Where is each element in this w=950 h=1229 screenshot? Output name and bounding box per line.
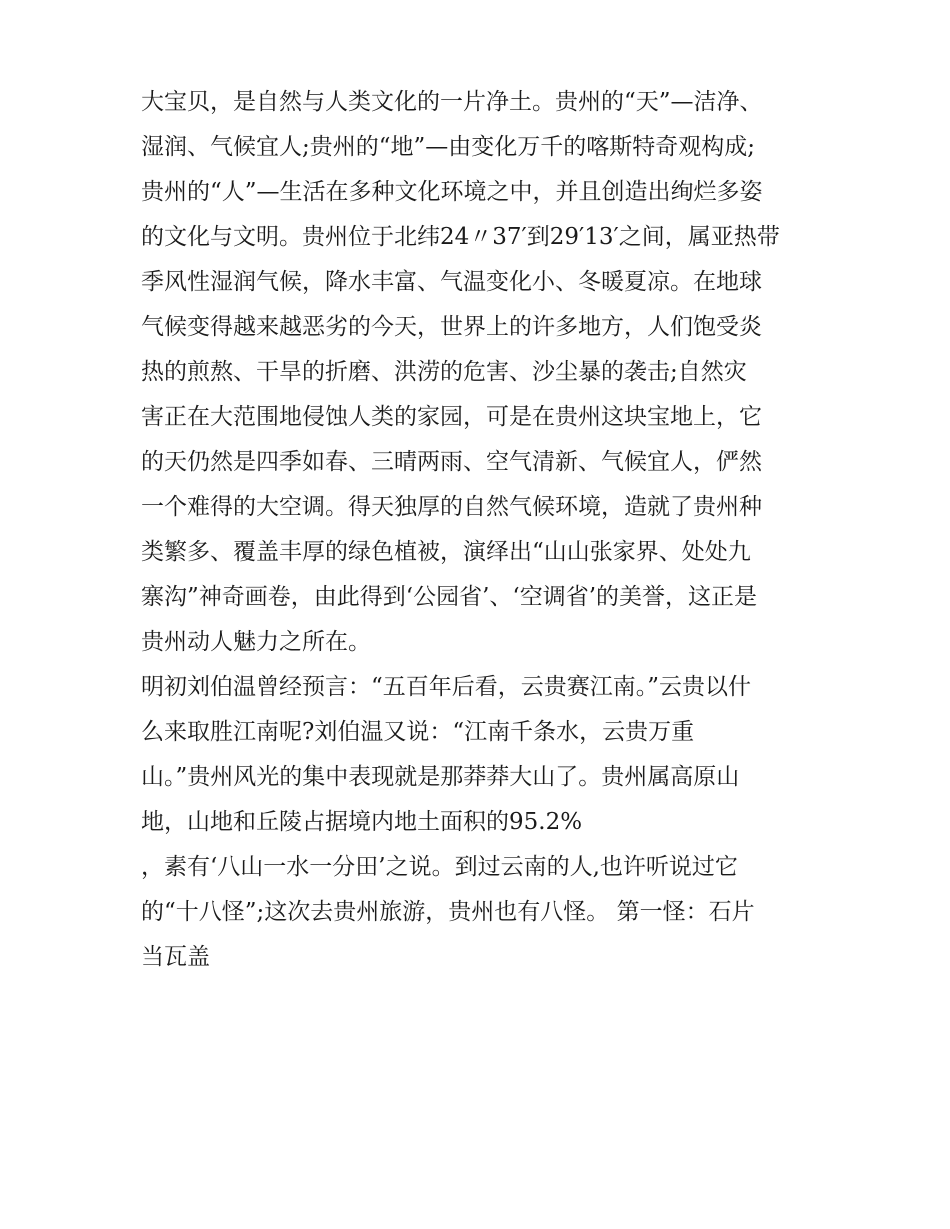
text-line: 湿润、气候宜人;贵州的“地”—由变化万千的喀斯特奇观构成; [141,134,756,160]
text-line: 么来取胜江南呢?刘伯温又说：“江南千条水，云贵万重 [141,719,695,745]
text-line: 季风性湿润气候，降水丰富、气温变化小、冬暖夏凉。在地球 [141,269,762,295]
text-line: 寨沟”神奇画卷，由此得到‘公园省’、‘空调省’的美誉，这正是 [141,584,758,610]
text-line: 大宝贝，是自然与人类文化的一片净土。贵州的“天”—洁净、 [141,89,763,115]
text-line: 的“十八怪”;这次去贵州旅游，贵州也有八怪。 第一怪：石片 [141,899,755,925]
text-line: 气候变得越来越恶劣的今天，世界上的许多地方，人们饱受炎 [141,314,762,340]
text-line: 地，山地和丘陵占据境内地土面积的95.2% [141,809,583,835]
text-line: 贵州动人魅力之所在。 [141,629,371,655]
text-line: 类繁多、覆盖丰厚的绿色植被，演绎出“山山张家界、处处九 [141,539,751,565]
text-line: 山。”贵州风光的集中表现就是那莽莽大山了。贵州属高原山 [141,764,740,790]
text-line: 当瓦盖 [141,944,210,970]
text-line: 贵州的“人”—生活在多种文化环境之中，并且创造出绚烂多姿 [141,179,763,205]
text-line: 的天仍然是四季如春、三晴两雨、空气清新、气候宜人，俨然 [141,449,762,475]
text-line: 的文化与文明。贵州位于北纬24〃37′到29′13′之间，属亚热带 [141,224,780,250]
text-line: 一个难得的大空调。得天独厚的自然气候环境，造就了贵州种 [141,494,762,520]
text-line: ，素有‘八山一水一分田’之说。到过云南的人,也许听说过它 [141,854,738,880]
text-line: 明初刘伯温曾经预言：“五百年后看，云贵赛江南。”云贵以什 [141,674,752,700]
text-line: 害正在大范围地侵蚀人类的家园，可是在贵州这块宝地上，它 [141,404,762,430]
text-line: 热的煎熬、干旱的折磨、洪涝的危害、沙尘暴的袭击;自然灾 [141,359,747,385]
body-text [141,80,821,980]
